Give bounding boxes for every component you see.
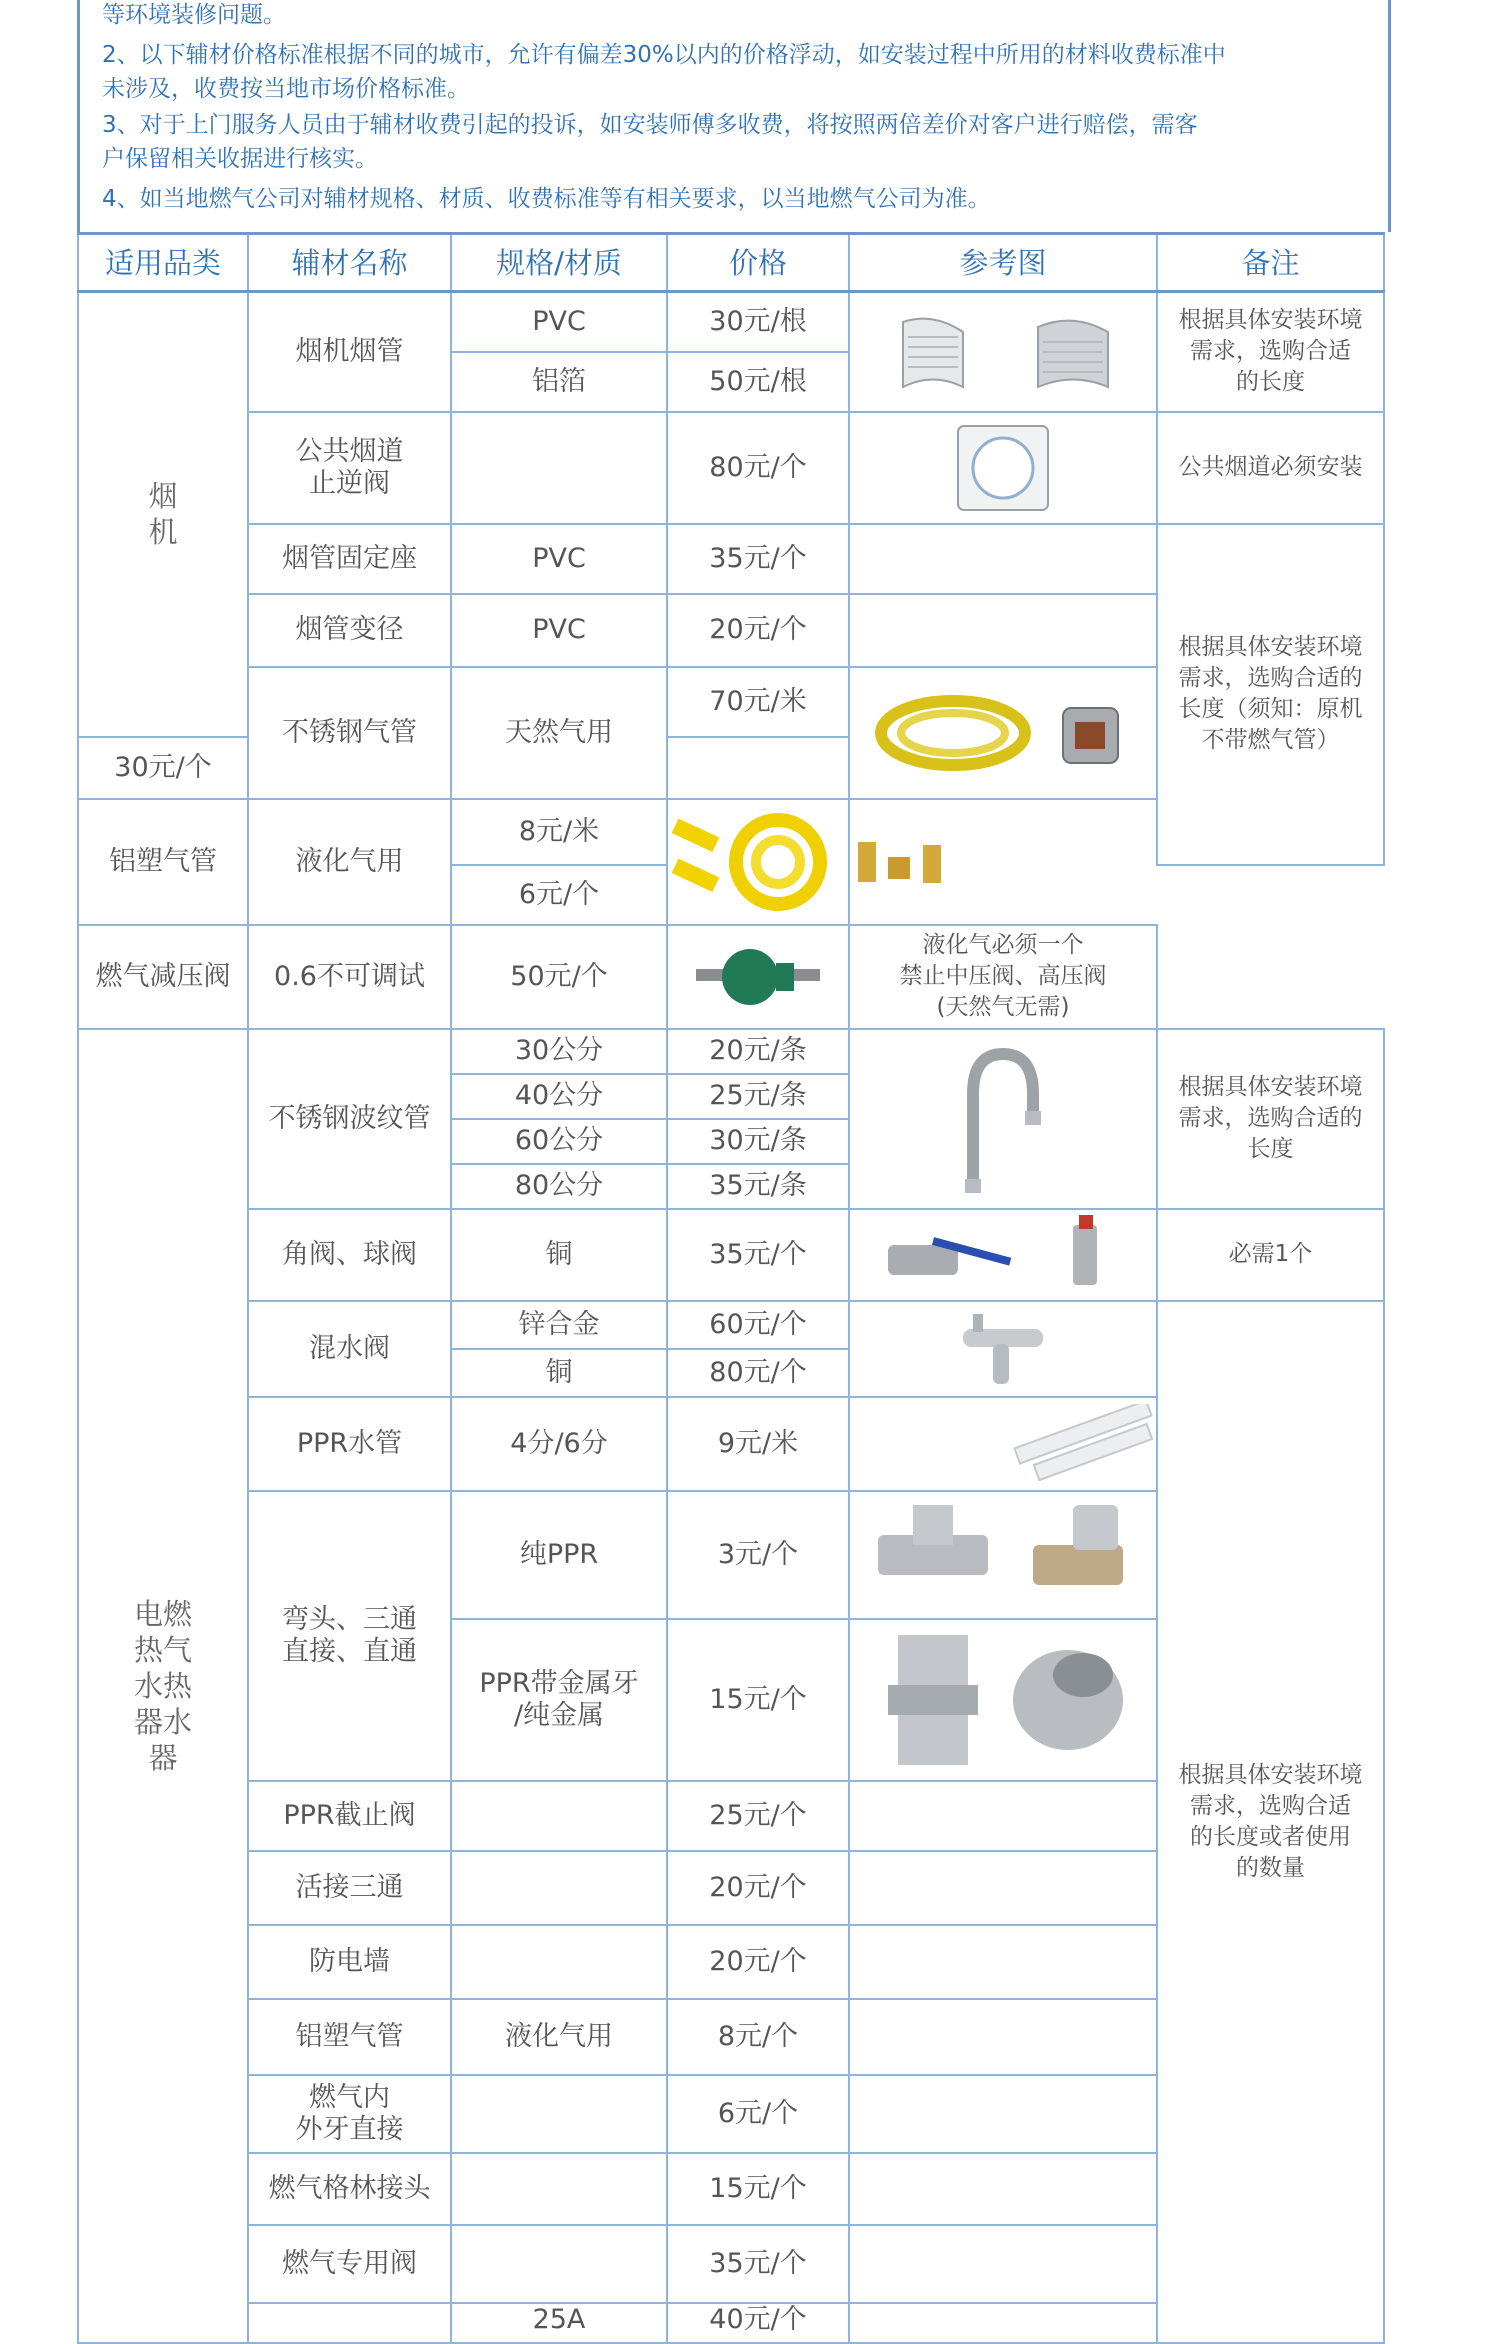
spec: 锌合金: [451, 1301, 667, 1349]
spec: 25A: [451, 2303, 667, 2343]
price: 9元/米: [667, 1397, 849, 1491]
image-empty: [849, 594, 1157, 667]
header-price: 价格: [667, 234, 849, 292]
note-line-3: 未涉及，收费按当地市场价格标准。: [102, 76, 470, 102]
price: 50元/根: [667, 352, 849, 412]
spec: 液化气用: [451, 1999, 667, 2075]
spec-empty: [451, 2153, 667, 2225]
spec: PPR带金属牙 /纯金属: [451, 1619, 667, 1781]
remark-hood-pipe: 根据具体安装环境 需求，选购合适 的长度: [1157, 292, 1384, 412]
remark-regulator: 液化气必须一个 禁止中压阀、高压阀 (天然气无需): [849, 925, 1157, 1029]
header-name: 辅材名称: [248, 234, 451, 292]
spec: 80公分: [451, 1164, 667, 1209]
spec-empty: [451, 412, 667, 524]
image-empty: [849, 2303, 1157, 2343]
note-line-6: 4、如当地燃气公司对辅材规格、材质、收费标准等有相关要求，以当地燃气公司为准。: [102, 186, 991, 212]
item-union-tee: 活接三通: [248, 1851, 451, 1925]
note-line-5: 户保留相关收据进行核实。: [102, 146, 378, 172]
remark-check-valve: 公共烟道必须安装: [1157, 412, 1384, 524]
price: 35元/个: [667, 1209, 849, 1301]
hex-nipple-icon: [858, 1625, 1148, 1775]
item-gas-valve: 燃气专用阀: [248, 2225, 451, 2303]
item-empty: [248, 2303, 451, 2343]
category-hood: 烟 机: [78, 292, 248, 737]
mixer-image: [849, 1301, 1157, 1397]
item-ppr-pipe: PPR水管: [248, 1397, 451, 1491]
spec: 40公分: [451, 1074, 667, 1119]
header-category: 适用品类: [78, 234, 248, 292]
note-line-2: 2、以下辅材价格标准根据不同的城市，允许有偏差30%以内的价格浮动，如安装过程中所用的材料收费标准中: [102, 42, 1226, 68]
price: 20元/个: [667, 1851, 849, 1925]
spec: 天然气用: [451, 667, 667, 799]
item-regulator: 燃气减压阀: [78, 925, 248, 1029]
item-bellows: 不锈钢波纹管: [248, 1029, 451, 1209]
regulator-icon: [688, 937, 828, 1017]
price: 70元/米: [667, 667, 849, 737]
price: 80元/个: [667, 1349, 849, 1397]
price: 35元/个: [667, 2225, 849, 2303]
spec-empty: [451, 2225, 667, 2303]
spec: 纯PPR: [451, 1491, 667, 1619]
header-remark: 备注: [1157, 234, 1384, 292]
gas-hose-icon: [863, 678, 1143, 788]
spec: PVC: [451, 524, 667, 594]
spec: 铝箔: [451, 352, 667, 412]
spec-empty: [451, 1925, 667, 1999]
remark-stove: 根据具体安装环境 需求，选购合适的 长度（须知：原机 不带燃气管）: [1157, 524, 1384, 865]
regulator-image: [667, 925, 849, 1029]
item-check-valve: 公共烟道 止逆阀: [248, 412, 451, 524]
ss-gas-pipe-image: [849, 667, 1157, 799]
remark-heater: 根据具体安装环境 需求，选购合适 的长度或者使用 的数量: [1157, 1301, 1384, 2343]
price: 60元/个: [667, 1301, 849, 1349]
image-empty: [849, 1781, 1157, 1851]
item-pipe-mount: 烟管固定座: [248, 524, 451, 594]
ppr-pipe-icon: [853, 1404, 1153, 1484]
image-empty: [849, 1999, 1157, 2075]
image-empty: [849, 1851, 1157, 1925]
price: 20元/个: [667, 594, 849, 667]
image-empty: [849, 1925, 1157, 1999]
spec: 60公分: [451, 1119, 667, 1164]
image-empty: [849, 524, 1157, 594]
item-pipe-reducer: 烟管变径: [248, 594, 451, 667]
spec-empty: [451, 2075, 667, 2153]
yellow-hose-icon: [668, 807, 968, 917]
header-image: 参考图: [849, 234, 1157, 292]
spec-empty: [451, 1851, 667, 1925]
hood-pipe-image: [849, 292, 1157, 412]
spec: 0.6不可调试: [248, 925, 451, 1029]
al-gas-pipe-image: [667, 799, 849, 925]
remark-angle-valve: 必需1个: [1157, 1209, 1384, 1301]
price: 40元/个: [667, 2303, 849, 2343]
spec: PVC: [451, 292, 667, 352]
price: 20元/条: [667, 1029, 849, 1074]
price: 80元/个: [667, 412, 849, 524]
check-valve-icon: [943, 418, 1063, 518]
price: 6元/个: [667, 2075, 849, 2153]
bellows-image: [849, 1029, 1157, 1209]
spec: 液化气用: [248, 799, 451, 925]
spec: PVC: [451, 594, 667, 667]
price: 15元/个: [667, 2153, 849, 2225]
fittings-image: [849, 1491, 1157, 1619]
item-al-gas-pipe: 铝塑气管: [78, 799, 248, 925]
spec: 4分/6分: [451, 1397, 667, 1491]
item-gas-fitting: 燃气格林接头: [248, 2153, 451, 2225]
tee-fitting-icon: [858, 1495, 1148, 1615]
item-angle-valve: 角阀、球阀: [248, 1209, 451, 1301]
header-row: [78, 234, 1384, 292]
price: 50元/个: [451, 925, 667, 1029]
ppr-pipe-image: [849, 1397, 1157, 1491]
mixer-valve-icon: [943, 1309, 1063, 1389]
angle-valve-image: [849, 1209, 1157, 1301]
item-ss-gas-pipe: 不锈钢气管: [248, 667, 451, 799]
metal-fittings-image: [849, 1619, 1157, 1781]
price: 30元/个: [78, 737, 248, 799]
remark-bellows: 根据具体安装环境 需求，选购合适的 长度: [1157, 1029, 1384, 1209]
spec: 铜: [451, 1209, 667, 1301]
spec: 30公分: [451, 1029, 667, 1074]
price: 3元/个: [667, 1491, 849, 1619]
notes-block: [77, 0, 1391, 232]
spec: 铜: [451, 1349, 667, 1397]
spec-empty: [451, 1781, 667, 1851]
price: 25元/条: [667, 1074, 849, 1119]
price: 25元/个: [667, 1781, 849, 1851]
check-valve-image: [849, 412, 1157, 524]
duct-pipe-icon: [873, 302, 1133, 402]
image-empty: [849, 2225, 1157, 2303]
price: 30元/条: [667, 1119, 849, 1164]
ball-valve-icon: [873, 1215, 1133, 1295]
category-heater: 电燃 热气 水热 器水 器: [78, 1029, 248, 2343]
image-empty: [849, 2075, 1157, 2153]
bellows-hose-icon: [943, 1039, 1063, 1199]
price: 6元/个: [451, 865, 667, 925]
header-spec: 规格/材质: [451, 234, 667, 292]
image-empty: [849, 2153, 1157, 2225]
price: 8元/个: [667, 1999, 849, 2075]
item-al-gas-pipe: 铝塑气管: [248, 1999, 451, 2075]
price: 35元/个: [667, 524, 849, 594]
price-table: [77, 232, 1385, 2344]
note-line-1: 等环境装修问题。: [102, 2, 286, 28]
price: 35元/条: [667, 1164, 849, 1209]
item-gas-adapter: 燃气内 外牙直接: [248, 2075, 451, 2153]
price: 20元/个: [667, 1925, 849, 1999]
item-anti-shock: 防电墙: [248, 1925, 451, 1999]
price: 30元/根: [667, 292, 849, 352]
item-hood-pipe: 烟机烟管: [248, 292, 451, 412]
price: 8元/米: [451, 799, 667, 865]
note-line-4: 3、对于上门服务人员由于辅材收费引起的投诉，如安装师傅多收费，将按照两倍差价对客户进行赔偿，需客: [102, 112, 1198, 138]
item-mixer: 混水阀: [248, 1301, 451, 1397]
price: 15元/个: [667, 1619, 849, 1781]
item-fittings: 弯头、三通 直接、直通: [248, 1491, 451, 1781]
item-ppr-stop: PPR截止阀: [248, 1781, 451, 1851]
